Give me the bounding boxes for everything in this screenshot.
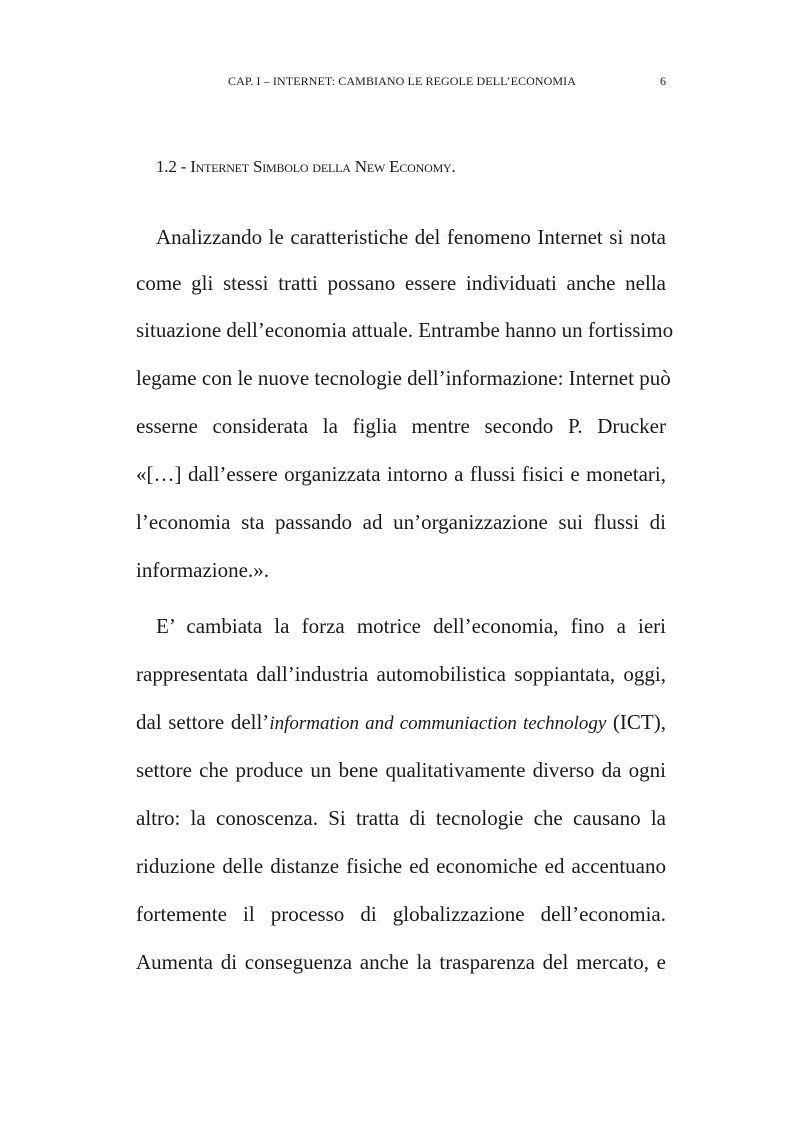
paragraph-1-line: «[…] dall’essere organizzata intorno a flussi fisici e monetari, [136,462,666,486]
paragraph-1-line: legame con le nuove tecnologie dell’informazione: Internet può [136,366,671,390]
section-title-end: . [451,157,456,176]
paragraph-1-line: l’economia sta passando ad un’organizzazione sui flussi di [136,510,666,534]
text-run: dal settore dell’ [136,710,270,734]
paragraph-1-line: situazione dell’economia attuale. Entrambe hanno un fortissimo [136,318,674,342]
paragraph-2-line: Aumenta di conseguenza anche la trasparenza del mercato, e [136,950,666,974]
paragraph-2-line: altro: la conoscenza. Si tratta di tecnologie che causano la [136,806,666,830]
section-title-part2: New Economy [354,157,452,176]
paragraph-2-line: E’ cambiata la forza motrice dell’economia, fino a ieri [156,614,666,638]
paragraph-2-line [136,707,666,737]
paragraph-1-line: Analizzando le caratteristiche del fenomeno Internet si nota [156,225,666,249]
section-heading [156,157,456,177]
paragraph-2-line: fortemente il processo di globalizzazione dell’economia. [136,902,666,926]
paragraph-1-line: esserne considerata la figlia mentre secondo P. Drucker [136,414,666,438]
section-title-part1: Internet Simbolo della [190,157,355,176]
running-title: CAP. I – INTERNET: CAMBIANO LE REGOLE DELL’ECONOMIA [228,74,577,88]
text-run: (ICT), [606,710,666,734]
paragraph-2-line: rappresentata dall’industria automobilistica soppiantata, oggi, [136,662,666,686]
paragraph-1-line: come gli stessi tratti possano essere individuati anche nella [136,271,666,295]
italic-term: information and communiaction technology [269,713,607,734]
page-number: 6 [660,74,667,88]
paragraph-2-line: settore che produce un bene qualitativamente diverso da ogni [136,758,666,782]
section-number: 1.2 - [156,157,191,176]
paragraph-2-line: riduzione delle distanze fisiche ed economiche ed accentuano [136,854,666,878]
running-header [0,74,793,92]
paragraph-1-line: informazione.». [136,558,269,582]
